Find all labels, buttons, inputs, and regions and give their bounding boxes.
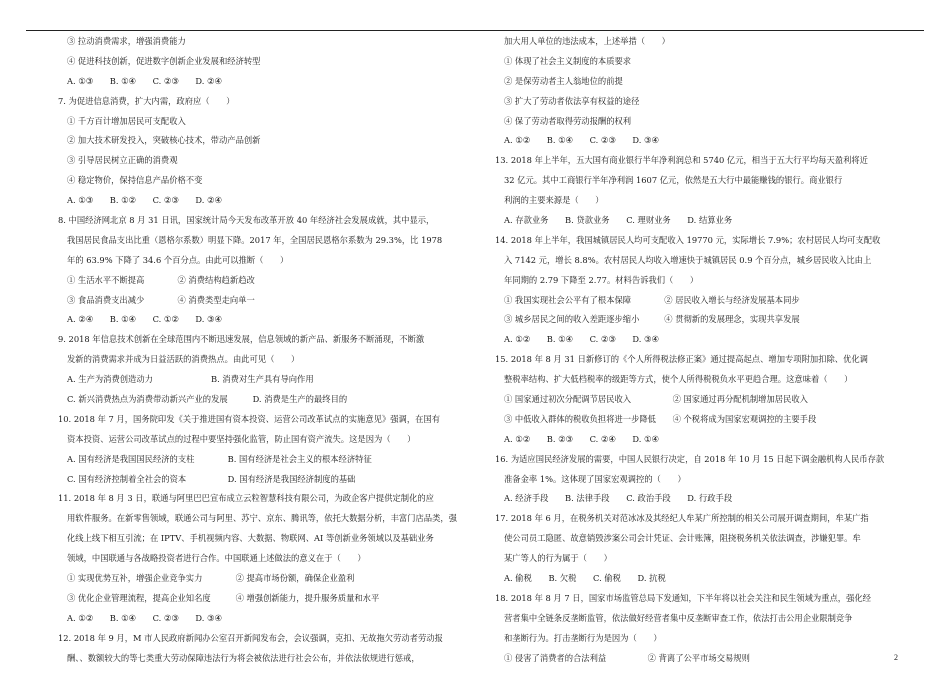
text-line: 14. 2018 年上半年，我国城镇居民人均可支配收入 19770 元，实际增长 7.9%；农村居民人均可支配收 (495, 234, 881, 245)
text-line: A. 生产为消费创造动力 B. 消费对生产具有导向作用 (67, 374, 314, 385)
text-line: 年的 63.9% 下降了 34.6 个百分点。由此可以推断（ ） (67, 254, 289, 265)
text-line: ④ 稳定物价，保持信息产品价格不变 (67, 175, 203, 186)
text-line: ③ 食品消费支出减少 ④ 消费类型走向单一 (67, 294, 255, 305)
text-line: A. 存款业务 B. 贷款业务 C. 理财业务 D. 结算业务 (504, 215, 733, 226)
text-line: 11. 2018 年 8 月 3 日，联通与阿里巴巴宣布成立云粒智慧科技有限公司，为政企客户提供定制化的应 (58, 493, 434, 504)
text-line: 酬、、数额较大的等七类重大劳动保障违法行为将会被依法进行社会公布，并依法依规进行惩戒， (67, 652, 420, 663)
text-line: ③ 扩大了劳动者依法享有权益的途径 (504, 95, 640, 106)
text-line: 9. 2018 年信息技术创新在全球范围内不断迅速发展，信息领域的新产品、新服务不断涌现，不断激 (58, 334, 425, 345)
text-line: ③ 优化企业管理流程，提高企业知名度 ④ 增强创新能力，提升服务质量和水平 (67, 592, 380, 603)
text-line: A. ②④ B. ①④ C. ①② D. ③④ (67, 314, 222, 325)
text-line: 某广等人的行为属于（ ） (504, 553, 612, 564)
text-line: 发新的消费需求并成为日益活跃的消费热点。由此可见（ ） (67, 354, 300, 365)
text-line: ① 生活水平不断提高 ② 消费结构趋新趋改 (67, 274, 255, 285)
text-line: 资本投资、运营公司改革试点的过程中要坚持强化监管，防止国有资产流失。这是因为（ ） (67, 433, 416, 444)
text-line: ① 千方百计增加居民可支配收入 (67, 115, 186, 126)
text-line: 18. 2018 年 8 月 7 日，国家市场监管总局下发通知，下半年将以社会关注和民生领域为重点，强化经 (495, 592, 871, 603)
page-number: 2 (894, 653, 898, 662)
text-line: A. 国有经济是我国国民经济的支柱 B. 国有经济是社会主义的根本经济特征 (67, 453, 372, 464)
text-line: 13. 2018 年上半年，五大国有商业银行半年净利润总和 5740 亿元，相当于五大行平均每天盈利将近 (495, 155, 868, 166)
text-line: A. ①② B. ①④ C. ②③ D. ③④ (504, 135, 659, 146)
text-line: C. 新兴消费热点为消费带动新兴产业的发展 D. 消费是生产的最终目的 (67, 394, 348, 405)
text-line: 8. 中国经济网北京 8 月 31 日讯，国家统计局今天发布改革开放 40 年经济社会发展成就，其中显示， (58, 215, 435, 226)
text-line: 32 亿元。其中工商银行半年净利润 1607 亿元，依然是五大行中最能赚钱的银行。商业银行 (504, 175, 843, 186)
text-line: A. ①② B. ①④ C. ②③ D. ③④ (67, 612, 222, 623)
text-line: ④ 促进科技创新，促进数字创新企业发展和经济转型 (67, 55, 261, 66)
text-line: 17. 2018 年 6 月，在税务机关对范冰冰及其经纪人牟某广所控制的相关公司展开调查期间，牟某广指 (495, 513, 869, 524)
text-line: 15. 2018 年 8 月 31 日新修订的《个人所得税法修正案》通过提高起点、增加专项附加扣除、优化调 (495, 354, 868, 365)
text-line: 营者集中全链条反垄断监管，依法做好经营者集中反垄断审查工作，依法打击公用企业限制竞争 (504, 612, 853, 623)
text-line: C. 国有经济控制着全社会的资本 D. 国有经济是我国经济制度的基础 (67, 473, 356, 484)
text-line: ③ 引导居民树立正确的消费观 (67, 155, 178, 166)
text-line: 我国居民食品支出比重（恩格尔系数）明显下降。2017 年，全国居民恩格尔系数为 29.3%，比 1978 (67, 234, 443, 245)
text-line: 年同期的 2.79 下降至 2.77。材料告诉我们（ ） (504, 274, 699, 285)
text-line: ③ 拉动消费需求，增强消费能力 (67, 36, 186, 46)
left-column (58, 36, 464, 673)
text-line: 用软件服务。在新零售领域，联通公司与阿里、苏宁、京东、腾讯等，依托大数据分析，丰富门店品类，强 (67, 513, 457, 524)
text-line: 化线上线下相互引流；在 IPTV、手机视频内容、大数据、物联网、AI 等创新业务领域以及基础业务 (67, 533, 434, 544)
text-line: ④ 保了劳动者取得劳动报酬的权利 (504, 115, 632, 126)
text-line: A. ①② B. ②③ C. ②④ D. ①④ (504, 433, 659, 444)
text-line: ① 我国实现社会公平有了根本保障 ② 居民收入增长与经济发展基本同步 (504, 294, 800, 305)
text-line: 利润的主要来源是（ ） (504, 195, 604, 206)
text-line: 准备金率 1%。这体现了国家宏观调控的（ ） (504, 473, 686, 484)
text-line: 7. 为促进信息消费，扩大内需，政府应（ ） (58, 95, 235, 106)
text-line: ③ 中低收入群体的税收负担将进一步降低 ④ 个税将成为国家宏观调控的主要手段 (504, 413, 817, 424)
text-line: A. 偷税 B. 欠税 C. 偷税 D. 抗税 (504, 573, 666, 584)
text-line: 加大用人单位的违法成本，上述举措（ ） (504, 36, 670, 46)
text-line: ① 体现了社会主义制度的本质要求 (504, 55, 632, 66)
text-line: 和垄断行为。打击垄断行为是因为（ ） (504, 632, 662, 643)
text-line: 入 7142 元，增长 8.8%。农村居民人均收入增速快于城镇居民 0.9 个百分点，城乡居民收入比由上 (504, 254, 872, 265)
text-line: A. ①② B. ①④ C. ②③ D. ③④ (504, 334, 659, 345)
text-line: ② 加大技术研发投入，突破核心技术，带动产品创新 (67, 135, 261, 146)
text-line: 16. 为适应国民经济发展的需要，中国人民银行决定，自 2018 年 10 月 15 日起下调金融机构人民币存款 (495, 453, 885, 464)
text-line: ① 实现优势互补，增强企业竞争实力 ② 提高市场份额，确保企业盈利 (67, 573, 355, 584)
text-line: 12. 2018 年 9 月，M 市人民政府新闻办公室召开新闻发布会，会议强调，克扣、无故拖欠劳动者劳动报 (58, 632, 443, 643)
text-line: 整税率结构、扩大低档税率的级距等方式，使个人所得税税负水平更趋合理。这意味着（ ） (504, 374, 853, 385)
header-rule (26, 30, 924, 31)
right-column (495, 36, 905, 673)
text-line: 领域，中国联通与各战略投资者进行合作。中国联通上述做法的意义在于（ ） (67, 553, 366, 564)
text-line: A. ①③ B. ①② C. ②③ D. ②④ (67, 195, 222, 206)
text-line: 10. 2018 年 7 月，国务院印发《关于推进国有资本投资、运营公司改革试点的实施意见》强调，在国有 (58, 413, 441, 424)
text-line: ① 侵害了消费者的合法利益 ② 背离了公平市场交易规则 (504, 652, 750, 663)
text-line: A. ①③ B. ①④ C. ②③ D. ②④ (67, 75, 222, 86)
text-line: 使公司员工隐匿、故意销毁涉案公司会计凭证、会计账簿，阻挠税务机关依法调查，涉嫌犯罪。牟 (504, 533, 861, 544)
text-line: A. 经济手段 B. 法律手段 C. 政治手段 D. 行政手段 (504, 493, 733, 504)
text-line: ③ 城乡居民之间的收入差距逐步缩小 ④ 贯彻新的发展理念，实现共享发展 (504, 314, 800, 325)
text-line: ① 国家通过初次分配调节居民收入 ② 国家通过再分配机制增加居民收入 (504, 394, 808, 405)
text-line: ② 是保劳动者主人翁地位的前提 (504, 75, 623, 86)
